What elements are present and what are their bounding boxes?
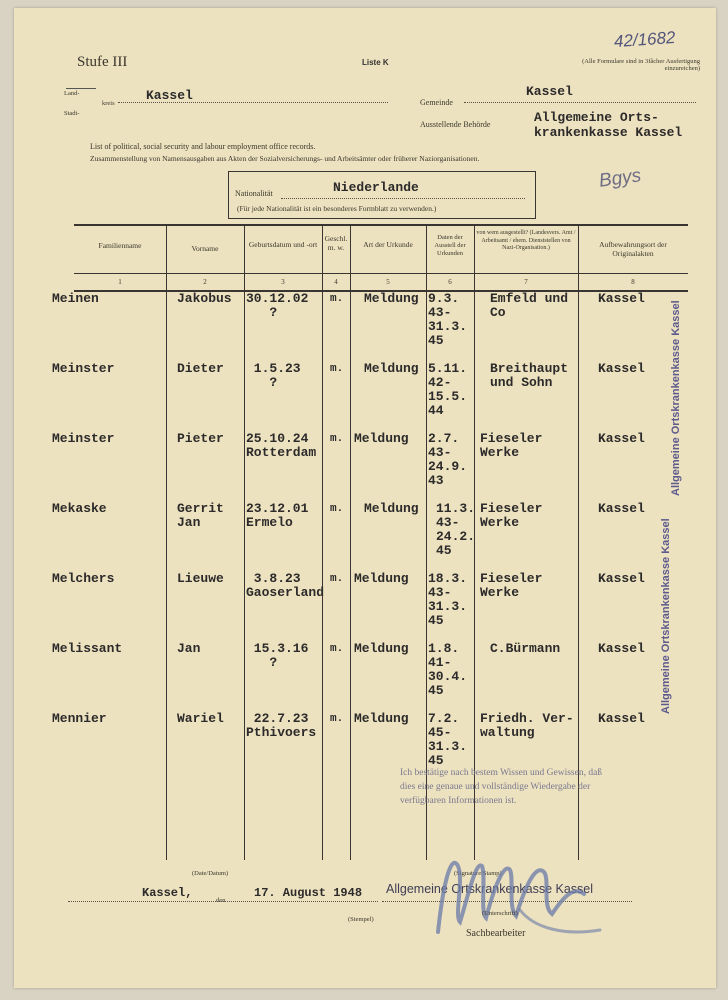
cell-vorname: Dieter xyxy=(177,361,224,376)
col-divider xyxy=(350,224,351,860)
cell-geschl: m. xyxy=(330,363,344,375)
cell-familienname: Mekaske xyxy=(52,501,107,516)
copies-note: (Alle Formulare sind in 3fâcher Ausfertigung einzureichen) xyxy=(582,58,700,72)
cell-vorname: Gerrit Jan xyxy=(177,501,224,530)
cell-geschl: m. xyxy=(330,713,344,725)
signature-stamp: Allgemeine Ortskrankenkasse Kassel xyxy=(386,882,594,896)
stempel-label: (Stempel) xyxy=(348,916,374,923)
strike-line xyxy=(66,88,96,89)
date-underline xyxy=(68,901,378,902)
col-number: 1 xyxy=(118,278,122,286)
col-header-ort: Aufbewahrungsort der Originalakten xyxy=(599,240,667,258)
cell-familienname: Melchers xyxy=(52,571,115,586)
col-number: 4 xyxy=(334,278,338,286)
col-number: 5 xyxy=(386,278,390,286)
cell-geschl: m. xyxy=(330,293,344,305)
col-header-geburt: Geburtsdatum und -ort xyxy=(248,240,318,249)
cell-vorname: Wariel xyxy=(177,711,224,726)
col-header-vorname: Vorname xyxy=(191,244,219,253)
cell-art: Meldung xyxy=(364,291,419,306)
vertical-stamp: Allgemeine Ortskrankenkasse Kassel xyxy=(670,300,682,496)
certification-stamp: Ich bestätige nach bestem Wissen und Gewissen, daß dies eine genaue und vollständige Wiedergabe der verfügbaren Informationen ist. xyxy=(400,768,603,806)
cell-vorname: Jakobus xyxy=(177,291,232,306)
kreis-underline xyxy=(118,102,388,103)
gemeinde-value: Kassel xyxy=(526,84,573,99)
cell-ort: Kassel xyxy=(598,431,645,446)
archive-number: 42/1682 xyxy=(613,27,677,52)
nationality-box xyxy=(228,171,536,219)
cell-daten: 5.11. 42- 15.5. 44 xyxy=(428,361,468,418)
col-header-familienname: Familienname xyxy=(98,241,142,250)
cell-ort: Kassel xyxy=(598,361,645,376)
col-header-art: Art der Urkunde xyxy=(363,240,413,249)
cell-ort: Kassel xyxy=(598,501,645,516)
stufe-label: Stufe III xyxy=(77,54,128,70)
cell-art: Meldung xyxy=(354,641,409,656)
cell-daten: 18.3. 43- 31.3. 45 xyxy=(428,571,468,628)
description-de: Zusammenstellung von Namensausgaben aus Akten der Sozialversicherungs- und Arbeitsämter oder früherer Naziorganisationen. xyxy=(90,154,480,163)
stadt-label: Stadt- xyxy=(64,110,80,117)
cell-daten: 9.3. 43- 31.3. 45 xyxy=(428,291,468,348)
liste-label: Liste K xyxy=(362,58,389,67)
cell-geburt: 15.3.16 ? xyxy=(253,641,309,670)
col-header-daten: Daten der Ausstell der Urkunden xyxy=(434,234,466,257)
cell-ort: Kassel xyxy=(598,711,645,726)
den-label: den xyxy=(216,897,226,904)
signature-label: (Signature/Stamp) xyxy=(454,870,502,877)
description-en: List of political, social security and labour employment office records. xyxy=(90,142,316,151)
initials-mark: Bgys xyxy=(597,165,643,192)
col-number: 3 xyxy=(281,278,285,286)
col-divider xyxy=(244,224,245,860)
cell-familienname: Melissant xyxy=(52,641,123,656)
cell-geburt: 22.7.23 Pthivoers xyxy=(246,711,317,740)
cell-art: Meldung xyxy=(354,431,409,446)
col-divider xyxy=(426,224,427,860)
col-number: 8 xyxy=(631,278,635,286)
cell-daten: 7.2. 45- 31.3. 45 xyxy=(428,711,468,768)
cell-familienname: Mennier xyxy=(52,711,107,726)
cell-ort: Kassel xyxy=(598,641,645,656)
col-divider xyxy=(578,224,579,860)
date-value: 17. August 1948 xyxy=(254,886,363,900)
cell-geburt: 25.10.24 Rotterdam xyxy=(246,431,317,460)
cell-geburt: 1.5.23 ? xyxy=(253,361,301,390)
cell-art: Meldung xyxy=(354,711,409,726)
cell-von-wem: Breithaupt und Sohn xyxy=(490,361,569,390)
col-divider xyxy=(322,224,323,860)
cell-daten: 11.3. 43- 24.2. 45 xyxy=(436,501,476,558)
cell-art: Meldung xyxy=(364,501,419,516)
nationality-value: Niederlande xyxy=(333,180,419,195)
cell-art: Meldung xyxy=(364,361,419,376)
cell-von-wem: Emfeld und Co xyxy=(490,291,569,320)
gemeinde-label: Gemeinde xyxy=(420,98,453,107)
col-number: 7 xyxy=(524,278,528,286)
cell-von-wem: Friedh. Ver- waltung xyxy=(480,711,574,740)
nationality-underline xyxy=(281,198,525,199)
nationality-note: (Für jede Nationalität ist ein besonderes Formblatt zu verwenden.) xyxy=(237,204,437,213)
cell-geschl: m. xyxy=(330,573,344,585)
cell-vorname: Pieter xyxy=(177,431,224,446)
cell-geschl: m. xyxy=(330,503,344,515)
cell-geschl: m. xyxy=(330,643,344,655)
cell-geburt: 23.12.01 Ermelo xyxy=(246,501,309,530)
cell-geburt: 3.8.23 Gaoserland xyxy=(246,571,325,600)
cell-daten: 2.7. 43- 24.9. 43 xyxy=(428,431,468,488)
cell-vorname: Lieuwe xyxy=(177,571,224,586)
cell-vorname: Jan xyxy=(177,641,201,656)
cell-geschl: m. xyxy=(330,433,344,445)
cell-ort: Kassel xyxy=(598,291,645,306)
cell-familienname: Meinster xyxy=(52,431,115,446)
cell-von-wem: Fieseler Werke xyxy=(480,501,543,530)
nationality-label: Nationalität xyxy=(235,189,273,198)
col-divider xyxy=(166,224,167,860)
col-header-geschl: Geschl. m. w. xyxy=(324,234,348,252)
land-label: Land- xyxy=(64,90,80,97)
document-sheet xyxy=(14,8,716,988)
cell-familienname: Meinster xyxy=(52,361,115,376)
col-header-von-wem: von wem ausgestellt? (Landesvers. Amt / Arbeitsamt / ehem. Dienststellen von Nazi-Organisation.) xyxy=(476,230,576,251)
behoerde-value-1: Allgemeine Orts- xyxy=(534,110,659,125)
kreis-label: kreis xyxy=(102,100,115,107)
behoerde-value-2: krankenkasse Kassel xyxy=(534,125,683,140)
sachbearbeiter-label: Sachbearbeiter xyxy=(466,928,526,939)
vertical-stamp: Allgemeine Ortskrankenkasse Kassel xyxy=(660,518,672,714)
cell-ort: Kassel xyxy=(598,571,645,586)
date-label: (Date/Datum) xyxy=(192,870,229,877)
cell-art: Meldung xyxy=(354,571,409,586)
place-value: Kassel, xyxy=(142,886,193,900)
gemeinde-underline xyxy=(464,102,696,103)
behoerde-label: Ausstellende Behörde xyxy=(420,120,491,129)
cell-von-wem: C.Bürmann xyxy=(490,641,561,656)
unterschrift-label: (Unterschrift) xyxy=(482,910,518,917)
col-number: 2 xyxy=(203,278,207,286)
kreis-value: Kassel xyxy=(146,88,193,103)
cell-von-wem: Fieseler Werke xyxy=(480,431,543,460)
cell-daten: 1.8. 41- 30.4. 45 xyxy=(428,641,468,698)
cell-von-wem: Fieseler Werke xyxy=(480,571,543,600)
col-number: 6 xyxy=(448,278,452,286)
cell-geburt: 30.12.02 ? xyxy=(246,291,309,320)
cell-familienname: Meinen xyxy=(52,291,99,306)
